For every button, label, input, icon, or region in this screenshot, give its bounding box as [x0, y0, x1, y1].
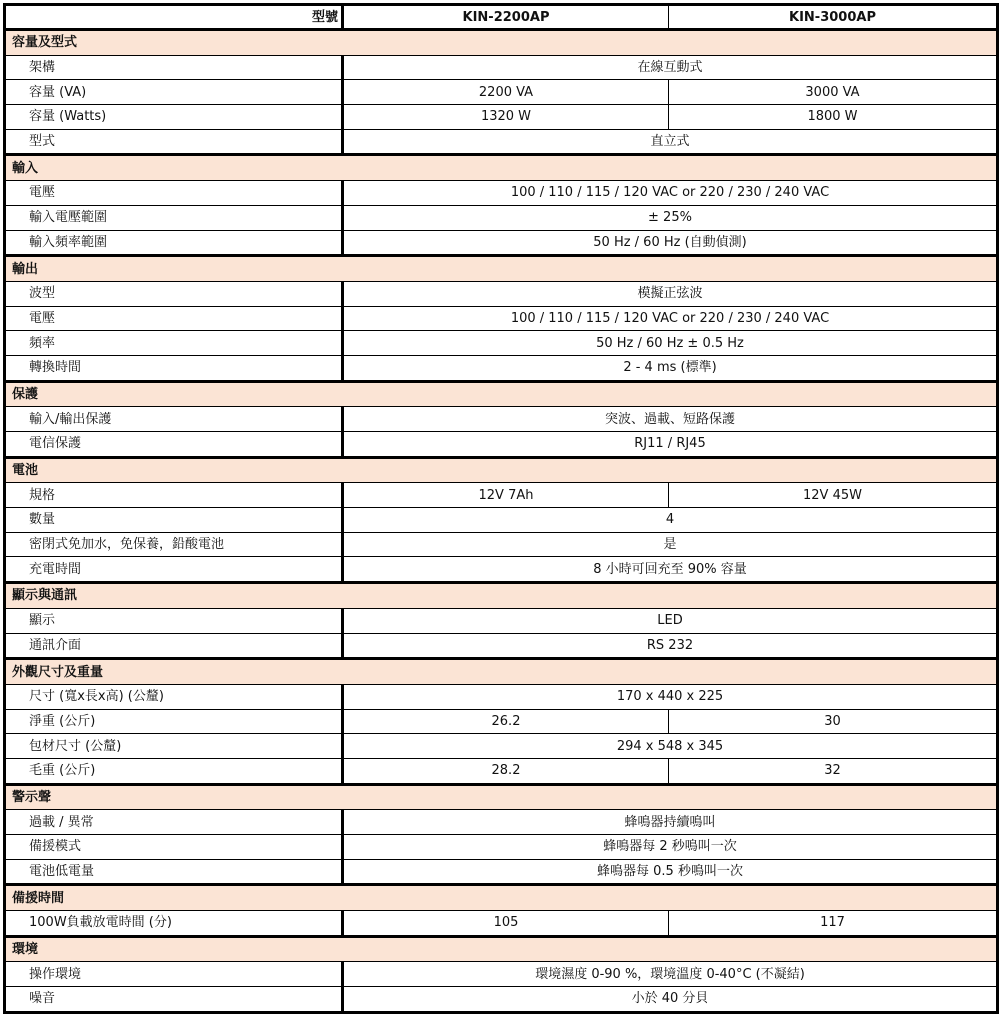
spec-value-shared: RS 232: [343, 633, 998, 659]
spec-label: 操作環境: [5, 962, 343, 987]
spec-value-model-1: 1320 W: [343, 105, 669, 130]
spec-value-shared: RJ11 / RJ45: [343, 432, 998, 458]
spec-row: [5, 281, 998, 306]
section-title: 備援時間: [5, 885, 998, 911]
spec-label: 電壓: [5, 181, 343, 206]
section-title: 警示聲: [5, 784, 998, 810]
spec-label: 輸入/輸出保護: [5, 407, 343, 432]
spec-value-shared: 蜂鳴器每 2 秒鳴叫一次: [343, 835, 998, 860]
section-header: [5, 885, 998, 911]
spec-row: [5, 432, 998, 458]
spec-row: [5, 758, 998, 784]
spec-table-body: [5, 5, 998, 1013]
spec-label: 電池低電量: [5, 859, 343, 885]
section-title: 輸出: [5, 256, 998, 282]
spec-label: 通訊介面: [5, 633, 343, 659]
spec-value-shared: 蜂鳴器每 0.5 秒鳴叫一次: [343, 859, 998, 885]
spec-value-model-2: 117: [669, 911, 998, 937]
spec-value-model-1: 105: [343, 911, 669, 937]
spec-row: [5, 962, 998, 987]
spec-row: [5, 230, 998, 256]
spec-label: 架構: [5, 55, 343, 80]
spec-row: [5, 532, 998, 557]
spec-label: 淨重 (公斤): [5, 709, 343, 734]
spec-value-model-2: 3000 VA: [669, 80, 998, 105]
spec-value-shared: ± 25%: [343, 205, 998, 230]
spec-label: 備援模式: [5, 835, 343, 860]
section-header: [5, 583, 998, 609]
spec-row: [5, 55, 998, 80]
spec-row: [5, 306, 998, 331]
spec-label: 規格: [5, 483, 343, 508]
header-row: [5, 5, 998, 30]
spec-row: [5, 181, 998, 206]
spec-label: 輸入電壓範圍: [5, 205, 343, 230]
spec-label: 100W負載放電時間 (分): [5, 911, 343, 937]
model-name-2: KIN-3000AP: [669, 5, 998, 30]
spec-value-shared: 在線互動式: [343, 55, 998, 80]
section-title: 外觀尺寸及重量: [5, 659, 998, 685]
spec-row: [5, 633, 998, 659]
model-label: 型號: [5, 5, 343, 30]
spec-label: 密閉式免加水，免保養，鉛酸電池: [5, 532, 343, 557]
spec-value-shared: 突波、過載、短路保護: [343, 407, 998, 432]
spec-value-model-1: 2200 VA: [343, 80, 669, 105]
spec-row: [5, 734, 998, 759]
spec-row: [5, 835, 998, 860]
spec-row: [5, 105, 998, 130]
spec-label: 毛重 (公斤): [5, 758, 343, 784]
spec-label: 轉換時間: [5, 355, 343, 381]
spec-value-model-1: 26.2: [343, 709, 669, 734]
section-title: 環境: [5, 936, 998, 962]
spec-label: 型式: [5, 129, 343, 155]
spec-value-shared: 294 x 548 x 345: [343, 734, 998, 759]
section-header: [5, 936, 998, 962]
spec-label: 電壓: [5, 306, 343, 331]
spec-value-shared: LED: [343, 608, 998, 633]
spec-value-shared: 100 / 110 / 115 / 120 VAC or 220 / 230 / 240 VAC: [343, 306, 998, 331]
spec-row: [5, 859, 998, 885]
spec-row: [5, 205, 998, 230]
spec-row: [5, 608, 998, 633]
section-header: [5, 457, 998, 483]
spec-label: 充電時間: [5, 557, 343, 583]
section-title: 保護: [5, 381, 998, 407]
spec-label: 尺寸 (寬x長x高) (公釐): [5, 684, 343, 709]
spec-value-shared: 50 Hz / 60 Hz (自動偵測): [343, 230, 998, 256]
spec-row: [5, 80, 998, 105]
spec-row: [5, 987, 998, 1013]
spec-value-shared: 4: [343, 508, 998, 533]
spec-row: [5, 483, 998, 508]
spec-row: [5, 684, 998, 709]
spec-row: [5, 911, 998, 937]
spec-value-shared: 8 小時可回充至 90% 容量: [343, 557, 998, 583]
spec-label: 輸入頻率範圍: [5, 230, 343, 256]
spec-value-model-1: 28.2: [343, 758, 669, 784]
spec-label: 電信保護: [5, 432, 343, 458]
spec-row: [5, 129, 998, 155]
spec-value-shared: 170 x 440 x 225: [343, 684, 998, 709]
spec-value-shared: 小於 40 分貝: [343, 987, 998, 1013]
spec-label: 容量 (Watts): [5, 105, 343, 130]
spec-row: [5, 407, 998, 432]
model-name-1: KIN-2200AP: [343, 5, 669, 30]
spec-value-model-2: 1800 W: [669, 105, 998, 130]
section-title: 顯示與通訊: [5, 583, 998, 609]
section-title: 電池: [5, 457, 998, 483]
spec-row: [5, 810, 998, 835]
section-header: [5, 155, 998, 181]
spec-value-shared: 蜂鳴器持續鳴叫: [343, 810, 998, 835]
spec-row: [5, 331, 998, 356]
spec-label: 頻率: [5, 331, 343, 356]
spec-value-model-2: 12V 45W: [669, 483, 998, 508]
section-header: [5, 659, 998, 685]
spec-value-shared: 100 / 110 / 115 / 120 VAC or 220 / 230 / 240 VAC: [343, 181, 998, 206]
spec-value-shared: 直立式: [343, 129, 998, 155]
spec-row: [5, 355, 998, 381]
spec-value-shared: 2 - 4 ms (標準): [343, 355, 998, 381]
spec-value-shared: 是: [343, 532, 998, 557]
spec-value-model-2: 32: [669, 758, 998, 784]
section-title: 容量及型式: [5, 30, 998, 56]
section-header: [5, 784, 998, 810]
spec-label: 數量: [5, 508, 343, 533]
spec-label: 容量 (VA): [5, 80, 343, 105]
spec-label: 波型: [5, 281, 343, 306]
spec-row: [5, 508, 998, 533]
section-header: [5, 30, 998, 56]
spec-label: 包材尺寸 (公釐): [5, 734, 343, 759]
spec-row: [5, 709, 998, 734]
spec-table: [3, 3, 999, 1014]
spec-row: [5, 557, 998, 583]
spec-value-model-2: 30: [669, 709, 998, 734]
spec-label: 過載 / 異常: [5, 810, 343, 835]
spec-value-shared: 50 Hz / 60 Hz ± 0.5 Hz: [343, 331, 998, 356]
section-header: [5, 256, 998, 282]
spec-value-shared: 環境濕度 0-90 %，環境溫度 0-40°C (不凝結): [343, 962, 998, 987]
spec-value-shared: 模擬正弦波: [343, 281, 998, 306]
spec-label: 顯示: [5, 608, 343, 633]
section-header: [5, 381, 998, 407]
spec-value-model-1: 12V 7Ah: [343, 483, 669, 508]
section-title: 輸入: [5, 155, 998, 181]
spec-label: 噪音: [5, 987, 343, 1013]
